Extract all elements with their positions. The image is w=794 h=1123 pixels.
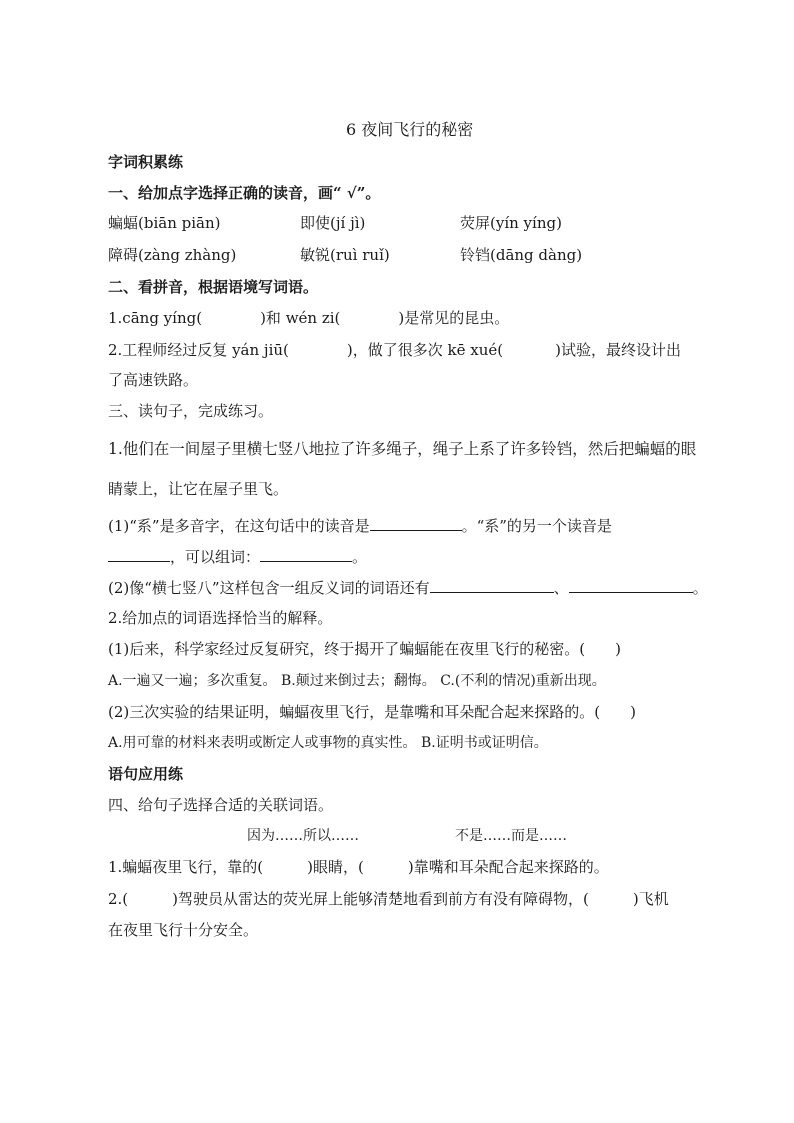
pinyin-choice-bianfu: 蝙蝠(biān piān) [108, 214, 221, 232]
answer-blank[interactable] [370, 516, 462, 531]
pinyin-choice-yingping: 荧屏(yín yíng) [460, 214, 562, 232]
pinyin-choice-jishi: 即使(jí jì) [300, 214, 366, 232]
section-heading-vocabulary: 字词积累练 [108, 153, 184, 171]
pinyin-choice-lingdang: 铃铛(dāng dàng) [460, 246, 583, 264]
passage-line-2: 睛蒙上，让它在屋子里飞。 [108, 480, 289, 498]
answer-blank[interactable] [569, 578, 693, 593]
section-heading-sentences: 语句应用练 [108, 765, 184, 783]
question-3-part-2-q2: (2)三次实验的结果证明，蝙蝠夜里飞行，是靠嘴和耳朵配合起来探路的。( ) [108, 703, 636, 721]
pinyin-choice-minrui: 敏锐(ruì ruǐ) [300, 246, 390, 264]
question-2-item-2: 2.工程师经过反复 yán jiū( )，做了很多次 kē xué( )试验，最终设计出 [108, 341, 681, 359]
page-title: 6 夜间飞行的秘密 [346, 120, 474, 139]
passage-line-1: 1.他们在一间屋子里横七竖八地拉了许多绳子，绳子上系了许多铃铛，然后把蝙蝠的眼 [108, 440, 697, 458]
question-3-sub-1-cont: ，可以组词： 。 [108, 547, 367, 567]
conjunction-choice-2: 不是……而是…… [455, 828, 567, 844]
question-2-item-2-cont: 了高速铁路。 [108, 371, 199, 389]
pinyin-choice-zhangai: 障碍(zàng zhàng) [108, 246, 237, 264]
question-3-sub-1: (1)“系”是多音字，在这句话中的读音是 。“系”的另一个读音是 [108, 517, 612, 535]
answer-blank[interactable] [108, 547, 170, 562]
conjunction-choice-1: 因为……所以…… [247, 828, 359, 844]
question-3-heading: 三、读句子，完成练习。 [108, 402, 274, 420]
question-3-part-2-q2-options: A.用可靠的材料来表明或断定人或事物的真实性。 B.证明书或证明信。 [108, 735, 548, 751]
question-3-part-2-q1-options: A.一遍又一遍；多次重复。 B.颠过来倒过去；翻悔。 C.(不利的情况)重新出现。 [108, 673, 606, 689]
question-4-item-2: 2.( )驾驶员从雷达的荧光屏上能够清楚地看到前方有没有障碍物，( )飞机 [108, 890, 669, 908]
question-3-part-2-q1: (1)后来，科学家经过反复研究，终于揭开了蝙蝠能在夜里飞行的秘密。( ) [108, 640, 621, 658]
question-2-item-1: 1.cāng yíng( )和 wén zi( )是常见的昆虫。 [108, 309, 510, 327]
question-3-part-2: 2.给加点的词语选择恰当的解释。 [108, 609, 333, 627]
question-4-item-2-cont: 在夜里飞行十分安全。 [108, 921, 259, 939]
answer-blank[interactable] [260, 547, 352, 562]
question-4-heading: 四、给句子选择合适的关联词语。 [108, 796, 334, 814]
question-1-heading: 一、给加点字选择正确的读音，画“ √”。 [108, 184, 381, 202]
question-4-item-1: 1.蝙蝠夜里飞行，靠的( )眼睛，( )靠嘴和耳朵配合起来探路的。 [108, 858, 609, 876]
question-2-heading: 二、看拼音，根据语境写词语。 [108, 278, 319, 296]
answer-blank[interactable] [430, 578, 554, 593]
question-3-sub-2: (2)像“横七竖八”这样包含一组反义词的词语还有 、 。 [108, 579, 708, 597]
